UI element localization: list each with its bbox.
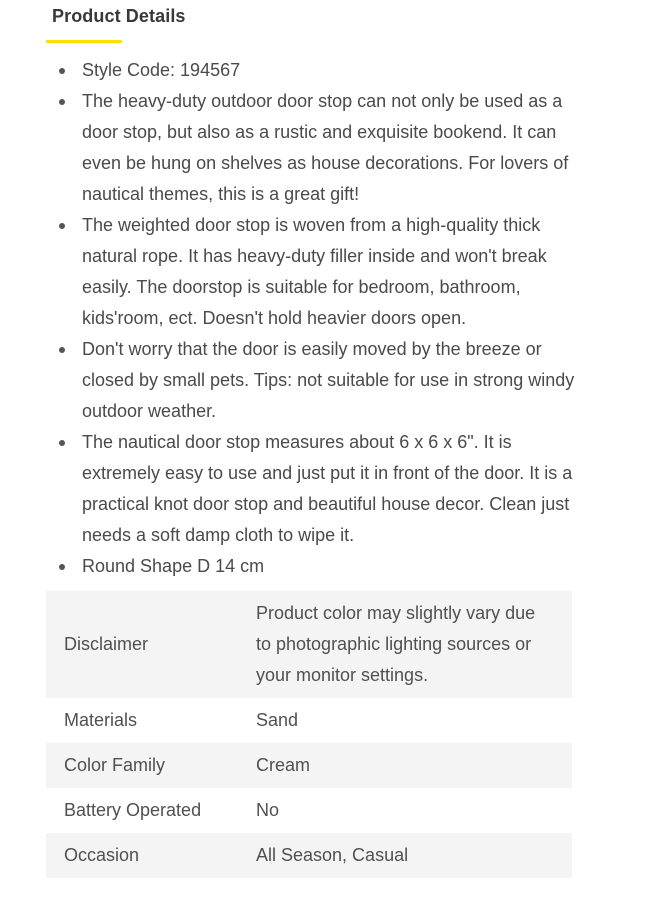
spec-label: Occasion xyxy=(46,833,256,878)
bullet-text: The nautical door stop measures about 6 x 6 x 6". It is extremely easy to use and just put it in front of the door. It is a practical knot door stop and beautiful house decor. Clean just needs a soft damp cloth to wipe it. xyxy=(82,432,573,545)
tab-product-details[interactable]: Product Details xyxy=(52,6,186,26)
list-item xyxy=(46,427,576,551)
table-row xyxy=(46,833,572,878)
spec-value: All Season, Casual xyxy=(256,833,572,878)
spec-value: Cream xyxy=(256,743,572,788)
table-row xyxy=(46,788,572,833)
spec-value: Sand xyxy=(256,710,299,730)
bullet-icon xyxy=(59,440,65,446)
specifications-table xyxy=(46,591,572,878)
bullet-text: The weighted door stop is woven from a high-quality thick natural rope. It has heavy-duty filler inside and won't break easily. The doorstop is suitable for bedroom, bathroom, kids'room, ect. Doesn't hold heavier doors open. xyxy=(82,215,547,328)
details-tab-header xyxy=(46,0,586,48)
bullet-text: Style Code: 194567 xyxy=(82,60,241,80)
active-tab-indicator xyxy=(46,40,122,43)
list-item xyxy=(46,55,576,86)
bullet-icon xyxy=(59,223,65,229)
bullet-icon xyxy=(59,99,65,105)
list-item xyxy=(46,334,576,427)
feature-bullet-list xyxy=(46,55,586,582)
table-row xyxy=(46,591,572,698)
table-row xyxy=(46,743,572,788)
bullet-text: Don't worry that the door is easily moved by the breeze or closed by small pets. Tips: not suitable for use in strong windy outdoor weather. xyxy=(82,339,575,421)
spec-value: Product color may slightly vary due to photographic lighting sources or your monitor settings. xyxy=(256,591,572,698)
bullet-icon xyxy=(59,347,65,353)
bullet-icon xyxy=(59,68,65,74)
table-row xyxy=(46,698,572,743)
spec-label: Color Family xyxy=(46,743,256,788)
bullet-icon xyxy=(59,564,65,570)
spec-label: Materials xyxy=(64,710,138,730)
spec-value: No xyxy=(256,800,280,820)
list-item xyxy=(46,210,576,334)
bullet-text: The heavy-duty outdoor door stop can not only be used as a door stop, but also as a rustic and exquisite bookend. It can even be hung on shelves as house decorations. For lovers of nautical themes, this is a great gift! xyxy=(82,91,569,204)
bullet-text: Round Shape D 14 cm xyxy=(82,556,265,576)
list-item xyxy=(46,551,576,582)
list-item xyxy=(46,86,576,210)
spec-label: Disclaimer xyxy=(46,591,256,698)
spec-label: Battery Operated xyxy=(64,800,202,820)
